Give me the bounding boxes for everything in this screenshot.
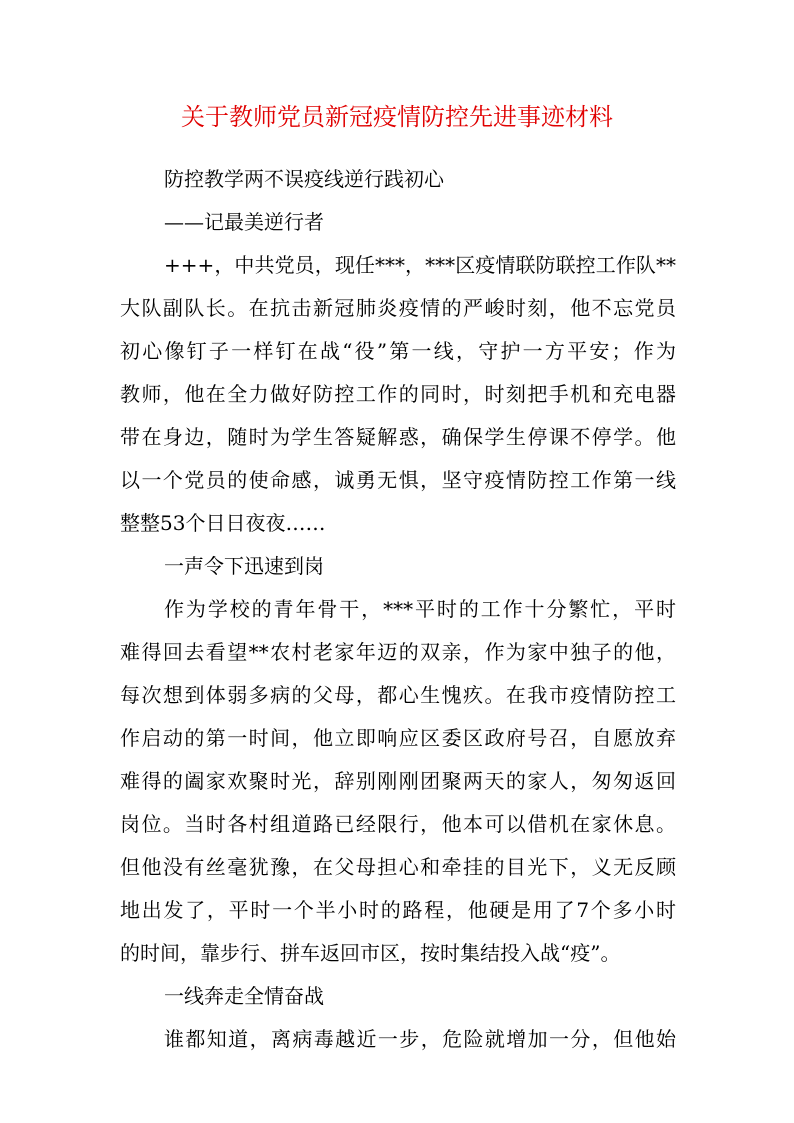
paragraph-line: 谁都知道，离病毒越近一步，危险就增加一分，但他始 — [164, 1027, 676, 1051]
section-heading: 一线奔走全情奋战 — [164, 984, 324, 1008]
paragraph-line: 大队副队长。在抗击新冠肺炎疫情的严峻时刻，他不忘党员 — [120, 296, 676, 320]
paragraph-line: 作启动的第一时间，他立即响应区委区政府号召，自愿放弃 — [120, 726, 676, 750]
paragraph-line: 带在身边，随时为学生答疑解惑，确保学生停课不停学。他 — [120, 425, 676, 449]
byline: ——记最美逆行者 — [164, 210, 324, 234]
paragraph-line: 难得回去看望**农村老家年迈的双亲，作为家中独子的他， — [120, 640, 676, 664]
paragraph-line: 每次想到体弱多病的父母，都心生愧疚。在我市疫情防控工 — [120, 683, 676, 707]
subtitle-line: 防控教学两不误疫线逆行践初心 — [164, 167, 444, 191]
document-title: 关于教师党员新冠疫情防控先进事迹材料 — [181, 103, 613, 131]
paragraph-line: 初心像钉子一样钉在战“役”第一线，守护一方平安；作为 — [120, 339, 676, 363]
paragraph-line: 的时间，靠步行、拼车返回市区，按时集结投入战“疫”。 — [120, 941, 621, 965]
paragraph-line: 整整53个日日夜夜…… — [120, 511, 326, 535]
document-body — [120, 158, 676, 1061]
section-heading: 一声令下迅速到岗 — [164, 554, 324, 578]
paragraph-line: 教师，他在全力做好防控工作的同时，时刻把手机和充电器 — [120, 382, 676, 406]
paragraph-line: 作为学校的青年骨干，***平时的工作十分繁忙，平时 — [164, 597, 676, 621]
paragraph-line: 岗位。当时各村组道路已经限行，他本可以借机在家休息。 — [120, 812, 676, 836]
paragraph-line: 地出发了，平时一个半小时的路程，他硬是用了7个多小时 — [120, 898, 676, 922]
paragraph-line: 难得的阖家欢聚时光，辞别刚刚团聚两天的家人，匆匆返回 — [120, 769, 676, 793]
paragraph-line: 以一个党员的使命感，诚勇无惧，坚守疫情防控工作第一线 — [120, 468, 676, 492]
paragraph-line: +++，中共党员，现任***，***区疫情联防联控工作队** — [164, 253, 676, 277]
paragraph-line: 但他没有丝毫犹豫，在父母担心和牵挂的目光下，义无反顾 — [120, 855, 676, 879]
